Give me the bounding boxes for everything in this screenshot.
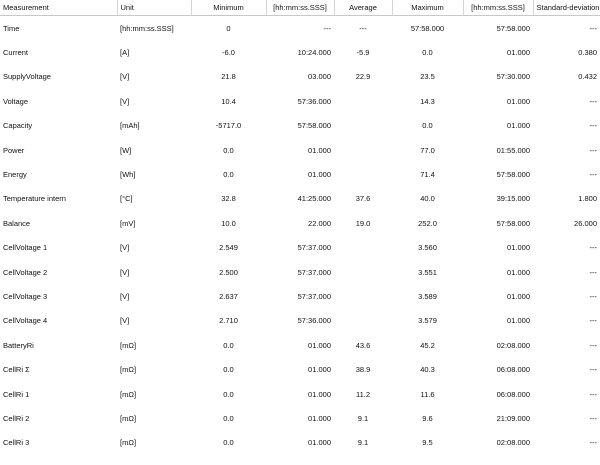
cell-measurement: Capacity <box>3 121 33 131</box>
cell-max-time: 57:30.000 <box>496 72 530 82</box>
table-row[interactable] <box>0 162 600 186</box>
cell-min-time: 57:36.000 <box>297 96 331 106</box>
cell-std-dev: --- <box>589 316 597 326</box>
table-row[interactable] <box>0 236 600 260</box>
cell-average <box>334 138 392 162</box>
cell-measurement: CellRi Σ <box>3 365 30 375</box>
cell-max-time: 39:15.000 <box>496 194 530 204</box>
cell-max-time: 01.000 <box>507 316 530 326</box>
cell-measurement: Temperature intern <box>3 194 66 204</box>
cell-unit: [V] <box>120 267 130 277</box>
cell-measurement: Voltage <box>3 96 29 106</box>
cell-min-time: 01.000 <box>308 389 331 399</box>
cell-std-dev: 1.800 <box>578 194 597 204</box>
cell-max-time: 01.000 <box>507 96 530 106</box>
cell-minimum: 2.710 <box>219 316 238 326</box>
header-measurement[interactable]: Measurement <box>0 0 117 16</box>
cell-std-dev: --- <box>589 96 597 106</box>
cell-measurement: Energy <box>3 170 27 180</box>
cell-min-time: 22.000 <box>308 218 331 228</box>
cell-unit: [V] <box>120 291 130 301</box>
cell-minimum: 0.0 <box>223 170 234 180</box>
cell-maximum: 11.6 <box>420 389 435 399</box>
cell-std-dev: --- <box>589 170 597 180</box>
cell-min-time: 57:37.000 <box>297 291 331 301</box>
header-unit[interactable]: Unit <box>117 0 191 16</box>
cell-maximum: 3.560 <box>418 243 437 253</box>
cell-max-time: 02:08.000 <box>496 438 530 448</box>
cell-maximum: 40.0 <box>420 194 435 204</box>
cell-min-time: 01.000 <box>308 170 331 180</box>
cell-std-dev: 0.380 <box>578 48 597 58</box>
cell-maximum: 0.0 <box>422 48 433 58</box>
table-row[interactable] <box>0 138 600 162</box>
cell-std-dev: --- <box>589 121 597 131</box>
cell-min-time: 57:36.000 <box>297 316 331 326</box>
cell-min-time: 57:37.000 <box>297 243 331 253</box>
cell-average <box>334 309 392 333</box>
cell-std-dev: --- <box>589 267 597 277</box>
cell-average: -5.9 <box>356 48 370 58</box>
cell-average: 38.9 <box>355 365 371 375</box>
cell-unit: [hh:mm:ss.SSS] <box>120 23 174 33</box>
cell-measurement: BatteryRi <box>3 340 34 350</box>
cell-min-time: 03.000 <box>308 72 331 82</box>
cell-minimum: -5717.0 <box>215 121 242 131</box>
table-header <box>0 0 600 16</box>
cell-measurement: Time <box>3 23 20 33</box>
cell-max-time: 01.000 <box>507 267 530 277</box>
table-row[interactable] <box>0 211 600 235</box>
cell-measurement: CellRi 1 <box>3 389 30 399</box>
cell-max-time: 02:08.000 <box>496 340 530 350</box>
cell-average: 11.2 <box>355 389 371 399</box>
cell-std-dev: --- <box>589 438 597 448</box>
cell-average: 43.6 <box>355 340 371 350</box>
cell-measurement: CellVoltage 1 <box>3 243 48 253</box>
cell-min-time: 01.000 <box>308 438 331 448</box>
cell-average: 22.9 <box>355 72 371 82</box>
cell-minimum: 32.8 <box>221 194 236 204</box>
cell-unit: [mΩ] <box>120 340 137 350</box>
cell-minimum: 2.637 <box>219 291 238 301</box>
cell-average: 9.1 <box>357 438 369 448</box>
header-std-dev[interactable]: Standard-deviation <box>533 0 600 16</box>
cell-average: 19.0 <box>355 218 371 228</box>
cell-maximum: 0.0 <box>422 121 433 131</box>
cell-minimum: 10.4 <box>221 96 236 106</box>
cell-min-time: --- <box>323 23 331 33</box>
cell-unit: [V] <box>120 72 130 82</box>
cell-std-dev: --- <box>589 340 597 350</box>
cell-unit: [mΩ] <box>120 438 137 448</box>
table-row[interactable] <box>0 187 600 211</box>
cell-max-time: 01.000 <box>507 291 530 301</box>
cell-max-time: 01.000 <box>507 121 530 131</box>
cell-max-time: 01.000 <box>507 243 530 253</box>
cell-min-time: 01.000 <box>308 340 331 350</box>
cell-minimum: 0 <box>226 23 231 33</box>
cell-average <box>334 284 392 308</box>
table-row[interactable] <box>0 406 600 430</box>
cell-unit: [V] <box>120 96 130 106</box>
cell-measurement: Power <box>3 145 25 155</box>
cell-unit: [W] <box>120 145 132 155</box>
cell-max-time: 01:55.000 <box>496 145 530 155</box>
cell-minimum: -6.0 <box>222 48 235 58</box>
table-row[interactable] <box>0 114 600 138</box>
table-row[interactable] <box>0 309 600 333</box>
cell-std-dev: --- <box>589 23 597 33</box>
cell-measurement: CellVoltage 2 <box>3 267 48 277</box>
cell-max-time: 01.000 <box>507 48 530 58</box>
cell-std-dev: --- <box>589 145 597 155</box>
table-row[interactable] <box>0 16 600 41</box>
cell-maximum: 3.579 <box>418 316 437 326</box>
cell-maximum: 9.6 <box>422 413 433 423</box>
cell-measurement: SupplyVoltage <box>3 72 51 82</box>
cell-maximum: 3.551 <box>418 267 437 277</box>
cell-min-time: 57:58.000 <box>297 121 331 131</box>
cell-max-time: 06:08.000 <box>496 389 530 399</box>
cell-unit: [A] <box>120 48 130 58</box>
cell-average <box>334 162 392 186</box>
cell-measurement: Balance <box>3 218 31 228</box>
cell-maximum: 3.589 <box>418 291 437 301</box>
cell-max-time: 57:58.000 <box>496 218 530 228</box>
cell-maximum: 57:58.000 <box>410 23 445 33</box>
cell-average <box>334 260 392 284</box>
table-row[interactable] <box>0 357 600 381</box>
cell-max-time: 21:09.000 <box>496 413 530 423</box>
cell-maximum: 77.0 <box>420 145 435 155</box>
cell-min-time: 01.000 <box>308 413 331 423</box>
table-row[interactable] <box>0 65 600 89</box>
table-row[interactable] <box>0 382 600 406</box>
cell-minimum: 0.0 <box>223 365 234 375</box>
cell-measurement: CellVoltage 3 <box>3 291 48 301</box>
cell-measurement: CellRi 3 <box>3 438 30 448</box>
cell-unit: [Wh] <box>120 170 136 180</box>
cell-std-dev: --- <box>589 243 597 253</box>
header-maximum[interactable]: Maximum <box>392 0 463 16</box>
cell-maximum: 252.0 <box>418 218 437 228</box>
cell-average <box>334 89 392 113</box>
cell-minimum: 0.0 <box>223 389 234 399</box>
cell-min-time: 57:37.000 <box>297 267 331 277</box>
table-row[interactable] <box>0 40 600 64</box>
cell-unit: [mV] <box>120 218 136 228</box>
cell-min-time: 10:24.000 <box>297 48 331 58</box>
cell-std-dev: 0.432 <box>578 72 597 82</box>
cell-max-time: 57:58.000 <box>496 23 530 33</box>
header-max-time[interactable]: [hh:mm:ss.SSS] <box>463 0 533 16</box>
cell-minimum: 0.0 <box>223 413 234 423</box>
cell-std-dev: --- <box>589 389 597 399</box>
cell-minimum: 0.0 <box>223 438 234 448</box>
cell-std-dev: --- <box>589 413 597 423</box>
cell-min-time: 01.000 <box>308 145 331 155</box>
table-row[interactable] <box>0 431 600 455</box>
cell-min-time: 41:25.000 <box>297 194 331 204</box>
cell-average: 37.6 <box>355 194 371 204</box>
table-row[interactable] <box>0 89 600 113</box>
cell-measurement: Current <box>3 48 29 58</box>
cell-unit: [V] <box>120 316 130 326</box>
cell-average: --- <box>359 23 367 33</box>
cell-minimum: 2.549 <box>219 243 238 253</box>
cell-average: 9.1 <box>357 413 369 423</box>
cell-maximum: 9.5 <box>422 438 433 448</box>
cell-minimum: 2.500 <box>219 267 238 277</box>
cell-minimum: 21.8 <box>221 72 236 82</box>
cell-maximum: 23.5 <box>420 72 435 82</box>
header-average[interactable]: Average <box>334 0 392 16</box>
cell-max-time: 06:08.000 <box>496 365 530 375</box>
table-row[interactable] <box>0 260 600 284</box>
table-row[interactable] <box>0 284 600 308</box>
cell-maximum: 45.2 <box>420 340 435 350</box>
cell-minimum: 10.0 <box>221 218 236 228</box>
cell-measurement: CellVoltage 4 <box>3 316 48 326</box>
cell-maximum: 71.4 <box>420 170 435 180</box>
cell-maximum: 14.3 <box>420 96 435 106</box>
cell-maximum: 40.3 <box>420 365 435 375</box>
table-row[interactable] <box>0 333 600 357</box>
cell-minimum: 0.0 <box>223 145 234 155</box>
cell-min-time: 01.000 <box>308 365 331 375</box>
cell-std-dev: --- <box>589 365 597 375</box>
cell-measurement: CellRi 2 <box>3 413 30 423</box>
cell-unit: [mΩ] <box>120 413 137 423</box>
cell-unit: [°C] <box>120 194 133 204</box>
cell-max-time: 57:58.000 <box>496 170 530 180</box>
cell-minimum: 0.0 <box>223 340 234 350</box>
cell-std-dev: --- <box>589 291 597 301</box>
cell-std-dev: 26.000 <box>574 218 597 228</box>
header-minimum[interactable]: Minimum <box>191 0 266 16</box>
cell-average <box>334 114 392 138</box>
cell-unit: [mΩ] <box>120 365 137 375</box>
table-body <box>0 16 600 456</box>
cell-average <box>334 236 392 260</box>
cell-unit: [mAh] <box>120 121 140 131</box>
header-min-time[interactable]: [hh:mm:ss.SSS] <box>266 0 334 16</box>
cell-unit: [mΩ] <box>120 389 137 399</box>
cell-unit: [V] <box>120 243 130 253</box>
